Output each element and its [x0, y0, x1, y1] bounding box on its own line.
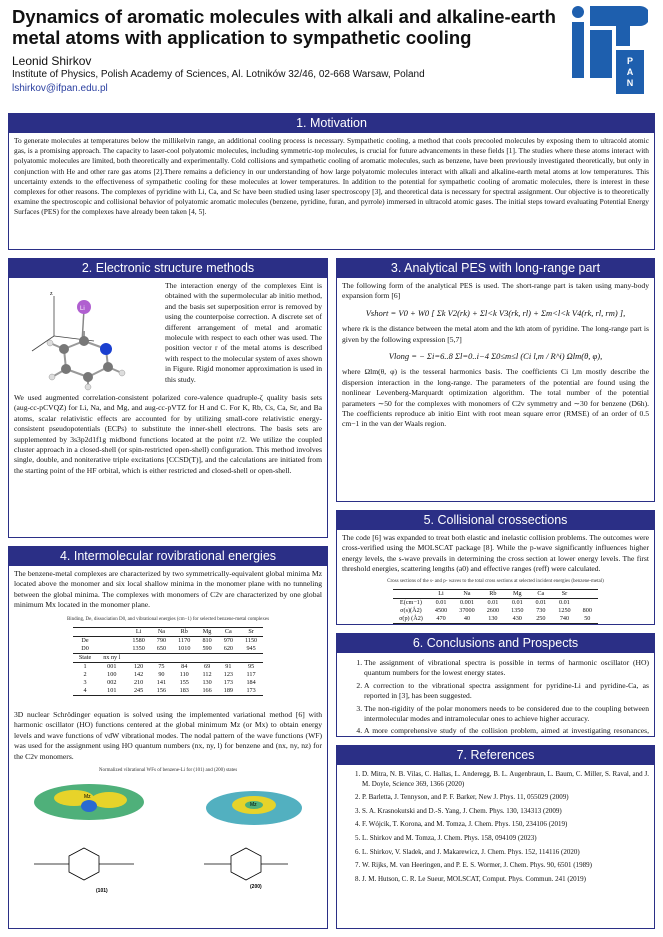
svg-text:Mz: Mz: [84, 794, 91, 801]
equation-long: Vlong = − Σi=6..8 Σl=0..i−4 Σ0≤m≤l (Ci l,m / R^i) Ωlm(θ, φ),: [388, 351, 603, 362]
molecule-figure: [14, 281, 159, 391]
motivation-text: To generate molecules at temperatures below the millikelvin range, an additional cooling process is necessary. Sympathetic cooling, a method that cools precooled molecules by exposing them to ultracold atomic gas, is a promising approach. The capacity to laser-cool polyatomic molecules, including symmetric-top molecules, is crucial for future advancements in these fields [1]. The studies where these atoms interact with polyatomic molecules are limited, both theoretically and experimentally. Cold collisions and sympathetic cooling of aromatic molecules, such as benzene, have been previously investigated theoretically, but only in conjunction with He and other rare gas atoms [2].There remains a deficiency in our understanding of how large polyatomic molecules interact with alkali and alkaline-earth metal atoms at low temperatures. This uncertainty extends to the effectiveness of sympathetic cooling for these molecules at lower temperatures. In addition to the potential for sympathetic cooling of aromatic molecules, there is interest in these complexes for other reasons. The complexes of pyridine with Li, Ca, and Sc have been studied using laser spectroscopy [3], and theoretical data is necessary for spectral assignment. Our objective is to theoretically examine the spectroscopic and collisional behavior of polyatomic aromatic molecules (benzene, pyridine, furan, and pyrrole) immersed in ultracold atomic gases. The initial steps toward evaluating Potential Energy Surfaces (PES) for the complexes have already been taken [4, 5].: [14, 136, 649, 217]
table-row: 2 100 142 90 110 112 123 117: [83, 671, 256, 679]
email-link[interactable]: lshirkov@ifpan.edu.pl: [12, 83, 108, 94]
svg-text:z: z: [50, 291, 53, 297]
analytical-p3: where Ωlm(θ, φ) is the tesseral harmonics basis. The coefficients Ci l,m mostly describe the dispersion interaction in the long-range. The parameters of the potential are found using the nonlinear Levenberg-Marquardt optimization algorithm. The total number of the potential parameters ∼50 for the complexes with monomers of C2v symmetry and ∼30 for benzene (D6h). The coefficients reproduce ab initio Eint with root mean square error (RMSE) of an order of 0.5 cm−1 in the van der Waals region.: [342, 367, 649, 429]
table-row: De 1580 790 1170 810 970 1150: [81, 637, 258, 645]
rovib-p1: The benzene-metal complexes are characterized by two symmetrically-equivalent global minima Mz located above the monomer and six local shallow minima in the monomer plane with no tunneling between the global minima. The complexes with monomers of C2v are characterized by one global minimum Mx located in the monomer plane.: [14, 569, 322, 610]
list-item: 1. D. Mitra, N. B. Vilas, C. Hallas, L. Anderegg, B. L. Augenbraun, L. Baum, C. Miller, S. Raval, and J. M. Doyle, Science 369, 1366 (2020): [362, 770, 649, 789]
motivation-heading: 1. Motivation: [9, 114, 654, 133]
conclusions-heading: 6. Conclusions and Prospects: [337, 634, 654, 653]
analytical-p2: where rk is the distance between the metal atom and the kth atom of pyridine. The long-range part is given by the following expression [5,7]: [342, 324, 649, 344]
table-row: σ(s)(Å2) 4500 37000 2600 1350 730 1250 800: [400, 607, 592, 615]
analytical-heading: 3. Analytical PES with long-range part: [337, 259, 654, 278]
list-item: 6. L. Shirkov, V. Sladek, and J. Makarewicz, J. Chem. Phys. 152, 114116 (2020): [362, 848, 649, 858]
wf-figure-caption: Normalized vibrational WFs of benzene-Li for (101) and (200) states: [98, 768, 238, 774]
atom-label: Li: [80, 306, 85, 312]
list-item: 4. A more comprehensive study of the collision problem, aimed at investigating resonances,: [364, 726, 649, 737]
table-row: D0 1350 650 1010 590 620 945: [73, 645, 263, 654]
svg-text:P: P: [626, 56, 634, 66]
svg-text:Mz: Mz: [250, 802, 257, 809]
table-row: 4 101 245 156 183 166 189 173: [73, 687, 263, 696]
list-item: 3. S. A. Krasnokutski and D.-S. Yang, J. Chem. Phys. 130, 134313 (2009): [362, 807, 649, 817]
collisional-table-caption: Cross sections of the s- and p- waves to the total cross sections at selected incident energies (benzene-metal): [387, 578, 604, 584]
references-panel: [336, 745, 655, 929]
motivation-panel: [8, 113, 655, 250]
equation-short: Vshort = V0 + W0 [ Σk V2(rk) + Σl<k V3(rk, rl) + Σm<l<k V4(rk, rl, rm) ],: [365, 307, 626, 318]
references-heading: 7. References: [337, 746, 654, 765]
svg-text:(101): (101): [96, 888, 108, 895]
list-item: 8. J. M. Hutson, C. R. Le Sueur, MOLSCAT, Comput. Phys. Commun. 241 (2019): [362, 875, 649, 885]
energy-table: Li Na Rb Mg Ca Sr De 1580 790 1170 810 970 1150 D0 1350 650 1010 590 620 945 State nx ny l 1 001 120 75 84 69 91 95 2 100 142 90 110 112 123 117 3 002 210 141 155 130 173 184 4 101 245 156 183 166 189 173: [73, 627, 263, 696]
analytical-panel: [336, 258, 655, 502]
electronic-p2: We used augmented correlation-consistent polarized core-valence quadruple-ζ quality basis sets (aug-cc-pCVQZ) for Li, Na, and Mg, and aug-cc-pVTZ for H and C. For K, Rb, Cs, Ca, Sr, and Ba atoms, scalar relativistic effects are accounted for by utilizing small-core relativistic energy-consistent pseudopotentials (ECPs) to substitute the inner-shell electrons. The basis sets are supplemented by 3s3p2d1f1g midbond functions located at the point r/2. We utilize the coupled cluster approach in a closed-shell (or spin-restricted open-shell) configuration. This method involves single, double, and noniterative triple excitations [CCSD(T)], and the calculations are initiated from the starting point of the HF orbital, which is either restricted and closed-shell or open-shell.: [14, 393, 322, 475]
table-row: E(cm−1) 0.01 0.001 0.01 0.01 0.01 0.01: [399, 599, 570, 607]
svg-text:A: A: [626, 67, 634, 77]
electronic-panel: [8, 258, 328, 538]
ifpan-logo: [568, 4, 648, 98]
table-row: State nx ny l: [73, 654, 263, 663]
list-item: 2. P. Barletta, J. Tennyson, and P. F. Barker, New J. Phys. 11, 055029 (2009): [362, 793, 649, 803]
rovib-heading: 4. Intermolecular rovibrational energies: [9, 547, 327, 566]
list-item: 3. The non-rigidity of the polar monomers needs to be considered due to the coupling between intermolecular modes and intramolecular ones to achieve higher accuracy.: [364, 704, 649, 725]
crosssection-table: Li Na Rb Mg Ca Sr E(cm−1) 0.01 0.001 0.01 0.01 0.01 0.01 σ(s)(Å2) 4500 37000 2600 1350 730 1250 800 σ(p) (Å2) 470 40 130 430 250 740 50: [393, 589, 598, 624]
table-row: σ(p) (Å2) 470 40 130 430 250 740 50: [393, 615, 598, 624]
wavefunction-figure: [14, 778, 322, 896]
list-item: 7. W. Rijks, M. van Heeringen, and P. E. S. Wormer, J. Chem. Phys. 90, 6501 (1989): [362, 861, 649, 871]
svg-text:N: N: [626, 78, 634, 88]
list-item: 2. A correction to the vibrational spectra assignment for pyridine-Li and pyridine-Ca, as reported in [3], has been suggested.: [364, 681, 649, 702]
author-name: Leonid Shirkov: [12, 54, 92, 68]
list-item: 4. F. Wójcik, T. Korona, and M. Tomza, J. Chem. Phys. 150, 234106 (2019): [362, 820, 649, 830]
collisional-panel: [336, 510, 655, 625]
list-item: 1. The assignment of vibrational spectra is possible in terms of harmonic oscillator (HO) quantum numbers for the lowest energy states.: [364, 658, 649, 679]
list-item: 5. L. Shirkov and M. Tomza, J. Chem. Phys. 158, 094109 (2023): [362, 834, 649, 844]
rovib-table-caption: Binding, De, dissociation D0, and vibrational energies (cm−1) for selected benzene-metal complexes: [66, 616, 270, 622]
conclusions-panel: [336, 633, 655, 737]
analytical-p1: The following form of the analytical PES is used. The short-range part is taken using many-body expansion form [6]: [342, 281, 649, 301]
collisional-text: The code [6] was expanded to treat both elastic and inelastic collision problems. The outcomes were cross-verified using the MOLSCAT package [8]. While the p-wave significantly influences higher energy levels, the s-wave prevails in determining the cross section at lower energy levels. The first threshold energies, scattering lengths (a0) and effective ranges (reff) were calculated.: [342, 533, 649, 574]
collisional-heading: 5. Collisional crossections: [337, 511, 654, 530]
svg-text:(200): (200): [250, 884, 262, 891]
affiliation: Institute of Physics, Polish Academy of Sciences, Al. Lotników 32/46, 02-668 Warsaw, Poland: [12, 69, 425, 80]
poster-title: Dynamics of aromatic molecules with alkali and alkaline-earth metal atoms with application to sympathetic cooling: [12, 6, 556, 48]
electronic-heading: 2. Electronic structure methods: [9, 259, 327, 278]
table-row: 1 001 120 75 84 69 91 95: [83, 663, 255, 671]
rovib-p2: 3D nuclear Schrödinger equation is solved using the implemented variational method [6] with harmonic oscillator (HO) functions centered at the global minimum Mz (or Mx) to obtain energy levels and wave functions of vdW vibrational modes. The nodal pattern of the wave functions (WF) was used for the assignment using HO quantum numbers (nx, ny, l) for benzene and (nx, ny, nz) for the C2v monomers.: [14, 710, 322, 761]
electronic-p1: The interaction energy of the complexes Eint is obtained with the supermolecular ab initio method, and the basis set superposition error is removed by using the counterpoise correction. A discrete set of different arrangement of metal and aromatic molecule with respect to each other was used. The position vector r of the metal atoms is described with respect to the molecular system of axes shown in Figure. Rigid monomer approximation is used in this study.: [165, 281, 322, 384]
table-row: 3 002 210 141 155 130 173 184: [83, 679, 256, 687]
rovib-panel: [8, 546, 328, 929]
